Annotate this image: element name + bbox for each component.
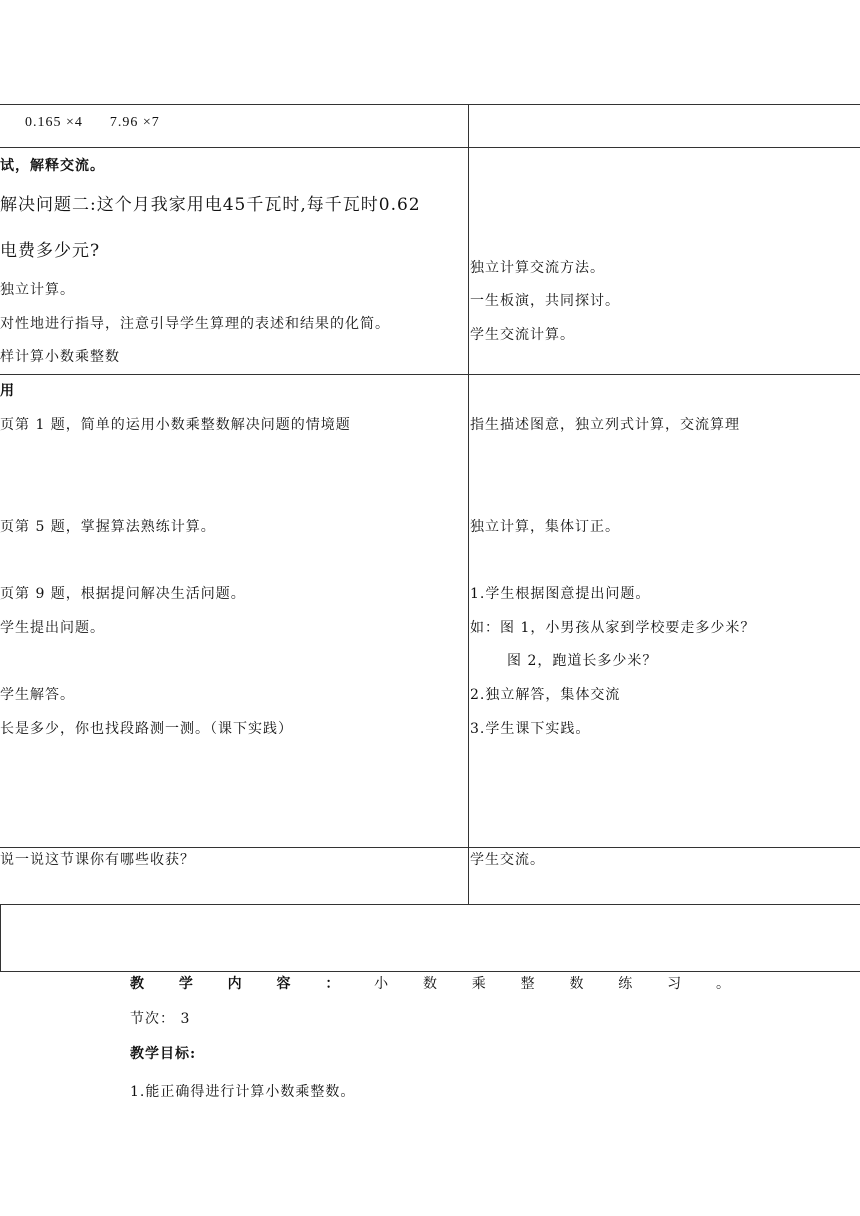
row3-right-line-3: 1.学生根据图意提出问题。 (470, 586, 651, 602)
row3-right-line-7: 3.学生课下实践。 (470, 721, 591, 737)
row3-left-line-2: 页第 5 题，掌握算法熟练计算。 (0, 519, 216, 535)
content-char: 教 (130, 976, 144, 992)
row3-right-line-6: 2.独立解答，集体交流 (470, 687, 621, 703)
row3-left-line-6: 长是多少，你也找段路测一测。（课下实践） (0, 721, 293, 737)
row2-right-line-1: 独立计算交流方法。 (470, 260, 605, 276)
row2-left-line-3: 电费多少元? (0, 241, 101, 261)
goal-1: 1.能正确得进行计算小数乘整数。 (130, 1084, 356, 1100)
row4-right-text: 学生交流。 (470, 852, 545, 868)
table-top-border (0, 104, 860, 105)
row3-bottom-border (0, 847, 860, 848)
row2-bottom-border (0, 374, 860, 375)
row3-left-line-3: 页第 9 题，根据提问解决生活问题。 (0, 586, 246, 602)
row3-right-line-2: 独立计算，集体订正。 (470, 519, 620, 535)
row3-right-line-5: 图 2，跑道长多少米？ (507, 653, 658, 669)
session-number: 节次： 3 (130, 1011, 191, 1027)
content-char: 。 (715, 976, 730, 992)
box-bottom-border (0, 971, 860, 972)
content-char: 容 (276, 976, 291, 992)
row2-left-line-1: 试，解释交流。 (0, 158, 105, 174)
content-char: 数 (569, 976, 584, 992)
row4-bottom-border (0, 904, 860, 905)
row3-left-line-5: 学生解答。 (0, 687, 75, 703)
goals-label: 教学目标: (130, 1046, 197, 1062)
content-char: 数 (422, 976, 437, 992)
content-char: 乘 (471, 976, 486, 992)
row1-left-text: 0.165 ×4 7.96 ×7 (25, 115, 160, 130)
content-char: 习 (667, 976, 682, 992)
content-char: 练 (618, 976, 633, 992)
row1-bottom-border (0, 147, 860, 148)
column-divider (468, 104, 469, 904)
row3-left-heading: 用 (0, 383, 15, 399)
content-char: 学 (178, 976, 193, 992)
row3-left-line-4: 学生提出问题。 (0, 620, 105, 636)
content-char: 整 (520, 976, 535, 992)
row3-right-line-1: 指生描述图意，独立列式计算，交流算理 (470, 417, 740, 433)
row4-left-text: 说一说这节课你有哪些收获？ (0, 852, 195, 868)
row2-left-line-2: 解决问题二:这个月我家用电45千瓦时,每千瓦时0.62 (0, 195, 421, 215)
row3-left-line-1: 页第 1 题，简单的运用小数乘整数解决问题的情境题 (0, 417, 351, 433)
content-char: 内 (227, 976, 242, 992)
content-char: 小 (374, 976, 389, 992)
row3-right-line-4: 如：图 1，小男孩从家到学校要走多少米？ (470, 620, 756, 636)
row2-right-line-2: 一生板演，共同探讨。 (470, 293, 620, 309)
row2-right-line-3: 学生交流计算。 (470, 327, 575, 343)
lesson-content-line (130, 975, 730, 993)
row2-left-line-4: 独立计算。 (0, 282, 75, 298)
box-left-border (0, 904, 1, 972)
content-char: ： (325, 976, 340, 992)
row2-left-line-5: 对性地进行指导，注意引导学生算理的表述和结果的化简。 (0, 316, 390, 332)
row2-left-line-6: 样计算小数乘整数 (0, 349, 120, 365)
